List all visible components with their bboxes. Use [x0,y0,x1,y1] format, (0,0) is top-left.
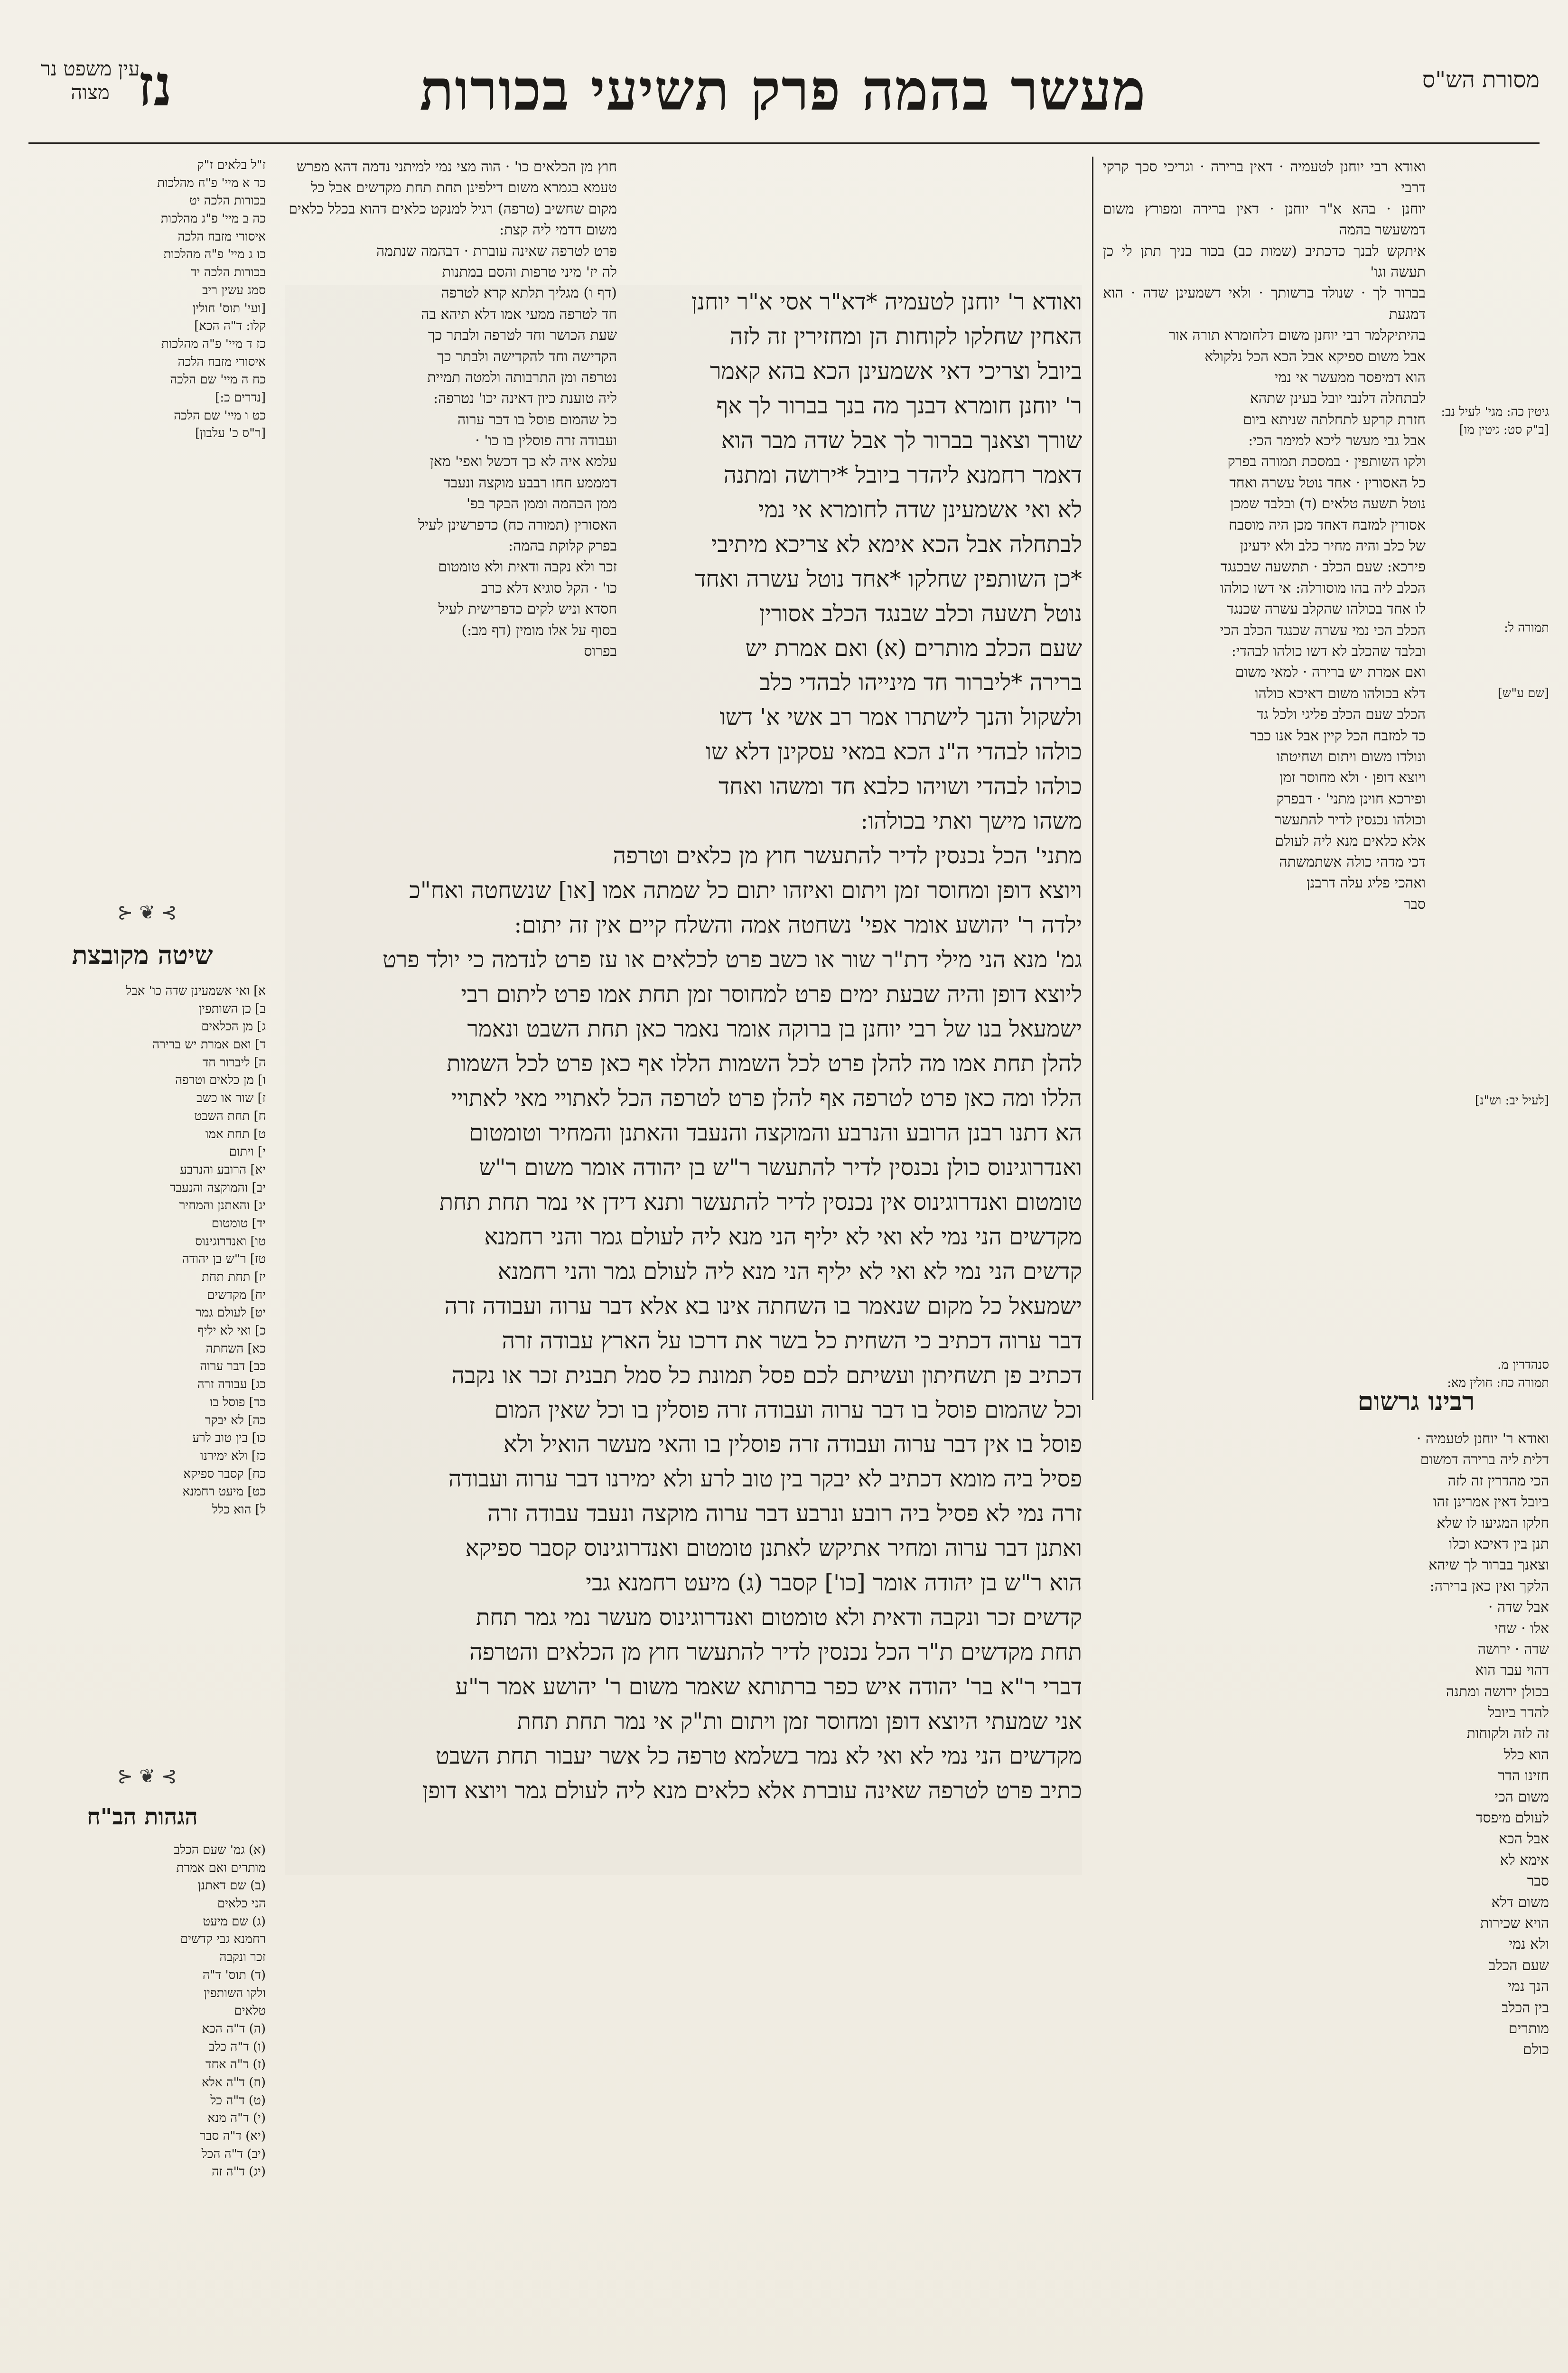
shita-mekubetzet-column [19,982,266,1742]
gershom-line: דהוי עבר הוא [1475,1662,1549,1679]
tosafot-line: של כלב והיה מחיר כלב ולא ידעינן [1240,538,1426,555]
gershom-line: אימא לא [1500,1851,1549,1869]
ein-mishpat-line: [נדרים כ:] [215,390,266,405]
gemara-line: וכל שהמום פוסל בו דבר ערוה ועבודה זרה פוסלין בו וכל שאין המום [494,1396,1082,1423]
gemara-line: ויוצא דופן ומחוסר זמן ויתום ואיזהו יתום כל שמתה אמו [או] שנשחטה ואח"כ [409,877,1082,904]
gemara-line: הללו ומה כאן פרט לטרפה אף להלן פרט לטרפה הכל לאתויי מאי לאתויי [451,1084,1082,1112]
hagahot-line: הני כלאים [217,1897,266,1911]
tosafot-line: אבל גבי מעשר ליכא למימר הכי: [1248,432,1426,449]
gemara-line: ולשקול והנך לישתרו אמר רב אשי א' דשו [719,704,1082,731]
tosafot-column [1103,157,1426,1372]
hagahot-line: (ו) ד"ה כלב [208,2039,266,2054]
tosafot-line: ונולדו משום ויתום ושחיטתו [1276,748,1426,765]
gemara-line: גמ' מנא הני מילי דת"ר שור או כשב פרט לכלאים או עז פרט לנדמה כי יולד פרט [382,946,1082,973]
rashi-line: האסורין (תמורה כח) כדפרשינן לעיל [418,516,617,533]
shita-line: יא] הרובע והנרבע [180,1162,266,1177]
tosafot-line: נוטל תשעה טלאים (ד) ובלבד שמכן [1230,495,1426,513]
rashi-line: חד לטרפה ממעי אמו דלא תיהא בה [421,306,617,323]
gemara-line: לבתחלה אבל הכא אימא לא צריכא מיתיבי [711,531,1082,558]
rashi-column [285,157,617,821]
shita-line: ב] כן השותפין [198,1001,266,1016]
tosafot-line: ואודא רבי יוחנן לטעמיה · דאין ברירה · וגריכי סכך קרקי דרבי [1103,159,1426,196]
rashi-line: מקום שחשיב (טרפה) רגיל למנקט כלאים דהוא בכלל כלאים [289,200,617,217]
hagahot-line: (ד) תוס' ד"ה [202,1968,266,1982]
folio-number: נז [138,52,172,119]
gemara-line: פסיל ביה מומא דכתיב לא יבקר בין טוב לרע ולא ימירנו דבר ערוה ועבודה [448,1466,1082,1493]
rashi-line: נטרפה ומן התרבותה ולמטה תמיית [427,369,617,386]
gershom-line: משום דלא [1491,1894,1549,1911]
gemara-line: כולהו לבהדי ה"נ הכא במאי עסקינן דלא שו [705,738,1082,766]
shita-line: א] ואי אשמעינן שדה כו' אבל [126,984,266,998]
shita-line: טו] ואנדרוגינוס [195,1234,266,1249]
gemara-line: דאמר רחמנא ליהדר ביובל *ירושה ומתנה [723,461,1082,488]
shita-line: יג] והאתנן והמחיר [179,1198,266,1213]
tosafot-line: כל האסורין · אחד נוטל עשרה ואחד [1229,474,1426,491]
gemara-line: שורך וצאנך בברור לך אבל שדה מבר הוא [721,427,1082,454]
tosafot-line: הכלב הכי נמי עשרה שכנגד הכלב הכי [1220,622,1426,639]
gershom-line: סבר [1527,1873,1549,1890]
rashi-line: דמממע חחו רבבע מוקצה ונעבד [444,474,617,491]
gemara-line: שעם הכלב מותרים (א) ואם אמרת יש [745,635,1082,662]
hagahot-line: (ב) שם דאתנן [197,1878,266,1893]
rashi-line: ליה טוענת כיון דאינה יכו' נטרפה: [433,390,617,407]
gemara-line: פוסל בו אין דבר ערוה ועבודה זרה פוסלין בו והאי מעשר הואיל ולא [503,1431,1082,1458]
gershom-line: הלקך ואין כאן ברירה: [1429,1578,1549,1595]
ein-mishpat-line: [ר"ס כ' עלבון] [195,426,266,441]
tosafot-line: הכלב שעם הכלב פליגי ולכל גד [1257,706,1426,723]
tosafot-line: לו אחד בכולהו שהקלב עשרה שכנגד [1227,601,1426,618]
page-title: מעשר בהמה פרק תשיעי בכורות [420,57,1147,123]
tosafot-line: יוחנן · בהא א"ר יוחנן · דאין ברירה ומפורץ משום דמשעשר בהמה [1103,200,1426,239]
gershom-line: זה לזה ולקוחות [1466,1725,1549,1742]
gershom-line: חזינו הדר [1498,1767,1549,1784]
shita-line: י] ויתום [229,1145,266,1159]
gemara-line: *כן השותפין שחלקו *אחד נוטל עשרה ואחד [695,565,1082,592]
masoret-hashas-note: [שם ע"ש] [1497,686,1549,701]
gershom-line: בכולן ירושה ומתנה [1446,1683,1549,1700]
header-rule [28,142,1540,144]
ein-mishpat-line: איסורי מזבח הלכה [177,355,266,369]
rashi-line: בפרוס [584,643,617,660]
shita-line: כד] פוסל בו [209,1395,266,1410]
hagahot-line: (ג) שם מיעט [203,1914,266,1929]
shita-line: יב] והמוקצה והנעבד [170,1180,266,1195]
gemara-line: מקדשים הני נמי לא ואי לא יליף הני מנא ליה לעולם גמר והני רחמנא [484,1223,1082,1250]
gershom-line: שעם הכלב [1489,1957,1549,1974]
tosafot-line: ויוצא דופן · ולא מחוסר זמן [1279,769,1426,786]
shita-line: כב] דבר ערוה [200,1359,266,1374]
shita-line: יד] טומטום [211,1216,266,1231]
ornament-divider: ⊱ ❦ ⊰ [117,902,177,924]
ein-mishpat-line: [ועי' תוס' חולין [192,301,266,316]
gemara-line: כתיב פרט לטרפה שאינה עוברת אלא כלאים מנא ליה לעולם גמר ויוצא דופן [422,1777,1082,1804]
tosafot-line: אבל משום ספיקא אבל הכא הכל נלקולא [1204,348,1426,365]
hagahot-line: ולקו השותפין [204,1986,266,2000]
rashi-line: ממן הבהמה וממן הבקר בפ' [466,495,617,513]
shita-line: ט] תחת אמו [205,1127,266,1141]
rashi-line: פרט לטרפה שאינה עוברת · דבהמה שנתמה [376,243,617,260]
gemara-line: מתני' הכל נכנסין לדיר להתעשר חוץ מן כלאים וטרפה [613,842,1082,869]
shita-line: ח] תחת השבט [194,1109,266,1123]
gershom-line: בין הכלב [1502,1999,1549,2016]
gershom-line: וצאנך בברור לך שיהא [1428,1557,1549,1574]
tosafot-line: ואהכי פליג עלה דרבנן [1307,875,1426,892]
rashi-line: לה יז' מיני טרפות והסם במתנות [442,263,617,280]
gemara-line: דכתיב פן תשחיתון ועשיתם לכם פסל תמונת כל סמל תבנית זכר או נקבה [451,1362,1082,1389]
hagahot-line: מותרים ואם אמרת [176,1860,266,1875]
hagahot-line: (ז) ד"ה אחד [205,2057,266,2072]
shita-line: כה] לא יבקר [205,1413,266,1428]
ein-mishpat-line: כח ה מיי' שם הלכה [170,373,266,387]
shita-line: ז] שור או כשב [196,1091,266,1106]
gershom-line: הויא שכירות [1480,1915,1549,1932]
tosafot-line: כד למזבח הכל קיין אבל אנו כבר [1250,727,1426,744]
ein-mishpat-line: בכורות הלכה יט [189,194,266,208]
gemara-line: אני שמעתי היוצא דופן ומחוסר זמן ויתום ות"ק אי נמר תחת תחת [517,1708,1082,1735]
hagahot-heading: הגהות הב"ח [87,1803,198,1830]
masoret-hashas-column [1440,157,1549,1580]
rabbeinu-gershom-heading: רבינו גרשום [1357,1386,1475,1416]
hagahot-line: טלאים [234,2004,266,2018]
masoret-hashas-note: תמורה ל: [1504,621,1549,635]
hagahot-line: (א) גמ' שעם הכלב [174,1843,266,1857]
masoret-hashas-note: [לעיל יב: וש"נ] [1475,1093,1549,1108]
shita-line: ל] הוא כלל [212,1502,266,1517]
gershom-line: הכי מהדרין זה לזה [1447,1472,1549,1489]
tosafot-line: וכולהו נכנסין לדיר להתעשר [1275,812,1426,829]
rashi-line: ועבודה זרה פוסלין בו כו' · [475,432,617,449]
hagahot-line: (יג) ד"ה זה [212,2165,266,2179]
shita-line: כח] קסבר ספיקא [183,1467,266,1481]
gemara-line: ואנדרוגינוס כולן נכנסין לדיר להתעשר ר"ש בן יהודה אומר משום ר"ש [479,1154,1082,1181]
gershom-line: ולא נמי [1509,1936,1549,1953]
gemara-line: לא ואי אשמעינן שדה לחומרא אי נמי [758,496,1082,523]
gemara-line: הוא ר"ש בן יהודה אומר [כו'] קסבר (ג) מיעט רחמנא גבי [586,1570,1082,1597]
gershom-line: מותרים [1508,2020,1549,2037]
gershom-line: אבל הכא [1499,1831,1549,1848]
gemara-line: ואתנן דבר ערוה ומחיר אתיקש לאתנן טומטום ואנדרוגינוס קסבר ספיקא [465,1535,1082,1562]
shita-line: ו] מן כלאים וטרפה [175,1073,266,1088]
gershom-line: כולם [1522,2041,1549,2058]
gemara-line: משהו מישך ואתי בכולהו: [860,808,1082,835]
shita-line: ה] ליברור חד [202,1055,266,1070]
gemara-line: ביובל וצריכי דאי אשמעינן הכא בהא קאמר [709,357,1082,384]
gemara-line: להלן תחת אמו מה להלן פרט לכל השמות הללו אף כאן פרט לכל השמות [447,1050,1082,1077]
rashi-line: בסוף על אלו מומין (דף מב:) [461,622,617,639]
tosafot-line: דכי מדהי כולה אשתמשתה [1279,853,1426,870]
rashi-line: משום דדמי ליה קצת: [499,222,617,239]
tosafot-line: ולקו השותפין · במסכת תמורה בפרק [1227,453,1426,470]
tosafot-line: ובלבד שהכלב לא דשו כולהו לבהדי: [1231,643,1426,660]
hagahot-line: (ח) ד"ה אלא [202,2075,266,2090]
hagahot-line: (י) ד"ה מנא [207,2111,266,2126]
gemara-line: נוטל תשעה וכלב שבנגד הכלב אסורין [759,600,1082,627]
shita-line: כו] בין טוב לרע [192,1431,266,1446]
gershom-line: להדר ביובל [1488,1704,1549,1721]
rashi-line: בפרק קלוקת בהמה: [508,538,617,555]
gemara-line: ברירה *ליברור חד מינייהו לבהדי כלב [759,669,1082,696]
shita-line: כא] השחתה [205,1341,266,1356]
gemara-line: דבר ערוה דכתיב כי השחית כל בשר את דרכו על הארץ עבודה זרה [502,1327,1082,1354]
gershom-line: ואודא ר' יוחנן לטעמיה · [1416,1430,1549,1447]
ein-mishpat-line: בכורות הלכה יד [191,265,266,280]
rashi-line: כל שהמום פוסל בו דבר ערוה [457,411,617,428]
tosafot-line: הכלב ליה בהו מוסורלה: אי דשו כולהו [1220,579,1426,597]
rashi-line: כו' · הקל סוגיא דלא כרב [481,579,617,597]
shita-line: כ] ואי לא יליף [197,1324,266,1338]
tosafot-line: חזרת קרקע לתחלתה שניתא ביום [1243,411,1426,428]
hagahot-line: זכר ונקבה [219,1950,266,1965]
ein-mishpat-line: סמג עשין ריב [202,283,266,298]
ein-mishpat-line: ז"ל בלאים ז"ק [197,158,266,172]
shita-line: ד] ואם אמרת יש ברירה [152,1037,266,1052]
hagahot-line: רחמנא גבי קדשים [180,1932,266,1947]
shita-line: יט] לעולם גמר [196,1306,266,1320]
ein-mishpat-line: קלו: ד"ה הכא] [194,319,266,334]
gershom-line: לעולם מיפסד [1476,1810,1549,1827]
hagahot-line: (יב) ד"ה הכל [201,2147,266,2161]
hagahot-line: (ה) ד"ה הכא [202,2021,266,2036]
masoret-hashas-note: גיטין כה: מגי' לעיל נב: [1441,405,1549,419]
hagahot-column [19,1841,266,2364]
gemara-line: ר' יוחנן חומרא דבנך מה בנך בברור לך אף [716,392,1082,419]
gemara-line: טומטום ואנדרוגינוס אין נכנסין לדיר להתעשר ותנא דידן אי נמר תחת תחת [439,1188,1082,1215]
tosafot-line: בברור לך · שנולד ברשותך · ולאי דשמעינן שדה · הוא דמגעת [1103,285,1426,323]
masoret-hashas-note: תמורה כח: חולין מא: [1447,1376,1549,1391]
rashi-line: (דף ו) מגליך תלתא קרא לטרפה [441,285,617,302]
tosafot-line: פירכא: שעם הכלב · תתשעה שבכנגד [1220,559,1426,576]
tosafot-line: סבר [1403,896,1426,913]
rashi-line: עלמא איה לא כך דכשל ואפי' מאן [430,453,617,470]
gershom-line: חלקו המגיעו לו שלא [1437,1514,1549,1532]
gershom-line: ביובל דאין אמרינן זהו [1433,1494,1549,1511]
tosafot-line: הוא דמיפסר ממעשר אי נמי [1274,369,1426,386]
hagahot-line: (ט) ד"ה כל [210,2093,266,2108]
gemara-line: ואודא ר' יוחנן לטעמיה *דא"ר אסי א"ר יוחנן [691,289,1082,315]
ein-mishpat-line: כט ו מיי' שם הלכה [174,408,266,423]
shita-line: כט] מיעט רחמנא [182,1485,266,1499]
gemara-line: הא דתנו רבנן הרובע והנרבע והמוקצה והנעבד והאתנן והמחיר וטומטום [469,1119,1082,1146]
gershom-line: תנן בין דאיכא וכלו [1448,1535,1549,1552]
gemara-line: זרה נמי לא פסיל ביה רובע ונרבע דבר ערוה מוקצה ונעבד עבודה זרה [487,1500,1082,1527]
rashi-line: חסדא וניש לקים כדפרישית לעיל [438,601,617,618]
ein-mishpat-line: כו ג מיי' פ"ה מהלכות [163,247,266,262]
gemara-line: דברי ר"א בר' יהודה איש כפר ברתותא שאמר משום ר' יהושע אמר ר"ע [455,1673,1082,1700]
ein-mishpat-label: עין משפט נר מצוה [40,57,140,104]
gershom-line: הוא כלל [1503,1746,1549,1763]
ein-mishpat-line: כז ד מיי' פ"ה מהלכות [161,336,266,351]
hagahot-line: (יא) ד"ה סבר [200,2129,266,2143]
gemara-line: ילדה ר' יהושע אומר אפי' נשחטה אמה והשלח קיים אין זה יתום: [514,912,1082,939]
ein-mishpat-column [19,157,266,916]
shita-line: כז] ולא ימירנו [200,1448,266,1463]
ein-mishpat-line: כה ב מיי' פ"ג מהלכות [160,212,266,226]
gershom-line: אלו · שחי [1494,1620,1549,1637]
ornament-divider: ⊱ ❦ ⊰ [117,1766,177,1787]
tosafot-line: לבתחלה דלנבי יובל בעינן שתהא [1250,390,1426,407]
shita-line: ג] מן הכלאים [201,1019,266,1034]
gemara-line: מקדשים הני נמי לא ואי לא נמר בשלמא טרפה כל אשר יעבור תחת השבט [435,1743,1082,1770]
shita-line: יז] תחת תחת [202,1270,266,1284]
shita-line: יח] מקדשים [207,1288,266,1302]
gemara-line: האחין שחלקו לקוחות הן ומחזירין זה לזה [729,323,1082,350]
rabbeinu-gershom-column [1283,1429,1549,2330]
rashi-line: הקדישה וחד להקדישה ולבתר כך [437,348,617,365]
rashi-line: זכר ולא נקבה ודאית ולא טומטום [438,559,617,576]
gershom-line: אבל שדה · [1488,1599,1549,1616]
tosafot-line: אלא כלאים מנא ליה לעולם [1275,832,1426,850]
gemara-line: כולהו לבהדי ושויהו כלבא חד ומשהו ואחד [718,773,1082,800]
shita-line: כג] עבודה זרה [197,1377,266,1392]
masoret-hashas-note: סנהדרין מ. [1497,1358,1549,1373]
ein-mishpat-line: כד א מיי' פ"ח מהלכות [157,176,266,190]
masoret-hashas-note: [ב"ק סט: גיטין מו] [1459,422,1549,437]
column-rule [1092,157,1093,1400]
gemara-line: תחת מקדשים ת"ר הכל נכנסין לדיר להתעשר חוץ מן הכלאים והטרפה [469,1639,1082,1666]
tosafot-line: דלא בכולהו משום דאיכא כולהו [1254,685,1426,702]
gemara-line: ישמעאל כל מקום שנאמר בו השחתה אינו בא אלא דבר ערוה ועבודה זרה [444,1292,1082,1319]
rashi-line: שעת הכושר וחד לטרפה ולבתר כך [428,327,617,344]
tosafot-line: איתקש לבנך כדכתיב (שמות כב) בכור בניך תתן לי כן תעשה וגו' [1103,243,1426,280]
gershom-line: דלית ליה ברירה דמשום [1420,1451,1549,1468]
tosafot-line: ואם אמרת יש ברירה · למאי משום [1235,664,1426,681]
shita-mekubetzet-heading: שיטה מקובצת [72,940,213,970]
tosafot-line: אסורין למזבח דאחד מכן היה מוסבח [1229,516,1426,533]
gershom-line: הנך נמי [1508,1978,1549,1995]
gershom-line: משום הכי [1494,1788,1549,1805]
gemara-line: ישמעאל בנו של רבי יוחנן בן ברוקה אומר נאמר כאן תחת השבט ונאמר [467,1016,1082,1043]
ein-mishpat-line: איסורי מזבח הלכה [177,229,266,244]
gemara-line: קדשים הני נמי לא ואי לא יליף הני מנא ליה לעולם גמר והני רחמנא [497,1258,1082,1285]
shita-line: טז] ר"ש בן יהודה [182,1252,266,1267]
tosafot-line: ופירכא חוינן מתני' · דבפרק [1276,790,1426,807]
gemara-line: ליוצא דופן והיה שבעת ימים פרט למחוסר זמן תחת אמו פרט ליתום רבי [461,981,1082,1008]
gemara-line: קדשים זכר ונקבה ודאית ולא טומטום ואנדרוגינוס מעשר נמי גמר תחת [476,1604,1082,1631]
rashi-line: חוץ מן הכלאים כו' · הוה מצי נמי למיתני נדמה דהא מפרש [297,159,617,175]
gershom-line: שדה · ירושה [1477,1641,1549,1658]
rashi-line: טעמא בגמרא משום דילפינן תחת תחת מקדשים אבל כל [311,179,617,196]
tosafot-line: בהיתיקלמר רבי יוחנן משום דלחומרא תורה אור [1168,327,1426,344]
masoret-hashas-label: מסורת הש"ס [1422,66,1540,93]
